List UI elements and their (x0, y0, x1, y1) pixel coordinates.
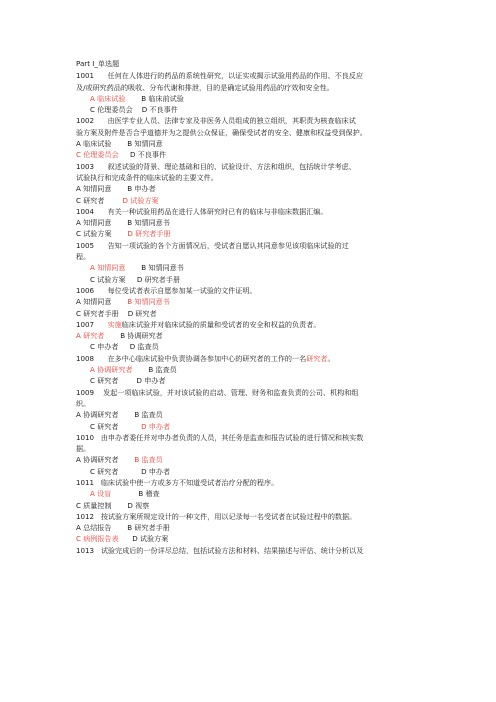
question-number: 1002 (76, 116, 95, 126)
option-b: B 监查员 (134, 455, 163, 465)
options-row (76, 364, 436, 375)
question-keyword: 实施 (107, 319, 122, 329)
options-row (76, 533, 436, 544)
option-b: B 监查员 (148, 365, 177, 375)
question-1012 (76, 511, 436, 522)
question-text: 由医学专业人员、法律专家及非医务人员组成的独立组织，其职责为核查临床试 (107, 116, 356, 126)
option-c: C 研究者 (76, 195, 105, 205)
question-number: 1010 (76, 432, 95, 442)
option-d: D 视察 (127, 500, 150, 510)
options-row (76, 375, 436, 386)
option-a: A 协调研究者 (76, 410, 119, 420)
option-c: C 申办者 (90, 342, 119, 352)
options-row (76, 274, 436, 285)
option-b: B 稽查 (138, 489, 160, 499)
question-text: 叙述试验的背景、理论基础和目的、试验设计、方法和组织，包括统计学考虑、 (107, 161, 356, 171)
option-c: C 研究者手册 (76, 308, 119, 318)
option-b: B 知情同意书 (127, 297, 170, 307)
options-row (76, 262, 436, 273)
option-a: A 总结报告 (76, 523, 112, 533)
question-text: 告知一项试验的各个方面情况后，受试者自愿认其同意参见该项临床试验的过 (107, 240, 349, 250)
options-row (76, 149, 436, 160)
option-b: B 协调研究者 (120, 331, 163, 341)
option-b: B 研究者手册 (127, 523, 170, 533)
question-text: 每位受试者表示自愿参加某一试验的文件证明。 (107, 285, 257, 295)
question-text: 有关一种试验用药品在进行人体研究时已有的临床与非临床数据汇编。 (107, 206, 328, 216)
question-text: 据。 (76, 444, 91, 454)
options-row (76, 104, 436, 115)
options-row (76, 522, 436, 533)
question-text: 任何在人体进行的药品的系统性研究，以证实或揭示试验用药品的作用、不良反应 (107, 71, 363, 81)
option-c: C 研究者 (90, 421, 119, 431)
option-d: D 研究者手册 (127, 229, 171, 239)
option-d: D 申办者 (136, 376, 166, 386)
options-row (76, 296, 436, 307)
question-keyword: 研究者 (306, 353, 328, 363)
options-row (76, 308, 436, 319)
question-number: 1011 (76, 477, 95, 487)
option-b: B 知情同意书 (127, 218, 170, 228)
options-row (76, 183, 436, 194)
question-1011 (76, 477, 436, 488)
question-1007 (76, 319, 436, 330)
option-a: A 协调研究者 (76, 455, 119, 465)
question-number: 1012 (76, 511, 95, 521)
option-a: A 设盲 (90, 489, 112, 499)
option-a: A 研究者 (76, 331, 105, 341)
options-row (76, 500, 436, 511)
option-d: D 申办者 (141, 466, 171, 476)
option-a: A 知情同意 (76, 184, 112, 194)
option-a: A 临床试验 (76, 139, 112, 149)
option-c: C 研究者 (90, 466, 119, 476)
options-row (76, 195, 436, 206)
option-c: C 试验方案 (76, 229, 112, 239)
question-1001 (76, 70, 436, 81)
question-text: 程。 (76, 252, 91, 262)
question-text: 发起一项临床试验，并对该试验的启动、管理、财务和监查负责的公司、机构和组 (103, 387, 359, 397)
option-d: D 申办者 (141, 421, 171, 431)
question-text: 织。 (76, 398, 91, 408)
options-row (76, 409, 436, 420)
question-text: 由申办者委任并对申办者负责的人员，其任务是监查和报告试验的进行情况和核实数 (100, 432, 364, 442)
question-text: 临床试验中使一方或多方不知道受试者治疗分配的程序。 (100, 477, 279, 487)
option-d: D 试验方案 (132, 534, 169, 544)
question-1004 (76, 206, 436, 217)
question-1006 (76, 285, 436, 296)
option-a: A 协调研究者 (90, 365, 133, 375)
question-text: 验方案及附件是否合乎道德并为之提供公众保证，确保受试者的安全、健康和权益受到保护。 (76, 127, 367, 137)
question-text: 按试验方案所规定设计的一种文件，用以记录每一名受试者在试验过程中的数据。 (100, 511, 357, 521)
option-c: C 伦理委员会 (90, 105, 133, 115)
question-text: 在多中心临床试验中负责协调各参加中心的研究者的工作的一名 (107, 353, 307, 363)
option-d: D 监查员 (129, 342, 159, 352)
question-1005 (76, 240, 436, 251)
options-row (76, 330, 436, 341)
question-number: 1013 (76, 545, 95, 555)
option-a: A 知情同意 (90, 263, 126, 273)
question-1010 (76, 432, 436, 443)
question-number: 1003 (76, 161, 95, 171)
option-d: D 试验方案 (122, 195, 159, 205)
option-b: B 申办者 (127, 184, 156, 194)
question-text: 试验完成后的一份详尽总结，包括试验方法和材料、结果描述与评估、统计分析以及 (100, 545, 364, 555)
options-row (76, 138, 436, 149)
option-c: C 病例报告表 (76, 534, 119, 544)
question-number: 1007 (76, 319, 95, 329)
question-number: 1008 (76, 353, 95, 363)
options-row (76, 488, 436, 499)
question-number: 1001 (76, 71, 95, 81)
options-row (76, 341, 436, 352)
question-1013 (76, 545, 436, 556)
option-c: C 质量控制 (76, 500, 112, 510)
option-b: B 知情同意书 (141, 263, 184, 273)
options-row (76, 421, 436, 432)
option-d: D 不良事件 (141, 105, 178, 115)
options-row (76, 93, 436, 104)
question-sheet (76, 58, 436, 556)
question-number: 1006 (76, 285, 95, 295)
options-row (76, 228, 436, 239)
question-1008 (76, 353, 436, 364)
question-number: 1009 (76, 387, 95, 397)
question-text: 临床试验并对临床试验的质量和受试者的安全和权益的负责者。 (121, 319, 321, 329)
option-d: D 不良事件 (129, 150, 167, 160)
option-c: C 伦理委员会 (76, 150, 119, 160)
option-b: B 监查员 (134, 410, 163, 420)
option-b: B 临床前试验 (141, 93, 184, 103)
option-a: A 临床试验 (90, 93, 126, 103)
option-b: B 知情同意 (127, 139, 163, 149)
options-row (76, 454, 436, 465)
question-text: 。 (327, 353, 335, 363)
options-row (76, 466, 436, 477)
option-a: A 知情同意 (76, 218, 112, 228)
option-c: C 试验方案 (90, 274, 126, 284)
option-c: C 研究者 (90, 376, 119, 386)
section-title: Part I_单选题 (76, 59, 120, 68)
option-d: D 研究者 (127, 308, 157, 318)
question-number: 1004 (76, 206, 95, 216)
option-d: D 研究者手册 (136, 274, 181, 284)
question-1002 (76, 115, 436, 126)
question-text: 及/或研究药品的吸收、分布代谢和排泄，目的是确定试验用药品的疗效和安全性。 (76, 82, 334, 92)
options-row (76, 217, 436, 228)
question-1009 (76, 387, 436, 398)
question-number: 1005 (76, 240, 95, 250)
question-text: 试验执行和完成条件的临床试验的主要文件。 (76, 172, 218, 182)
question-1003 (76, 161, 436, 172)
option-a: A 知情同意 (76, 297, 112, 307)
